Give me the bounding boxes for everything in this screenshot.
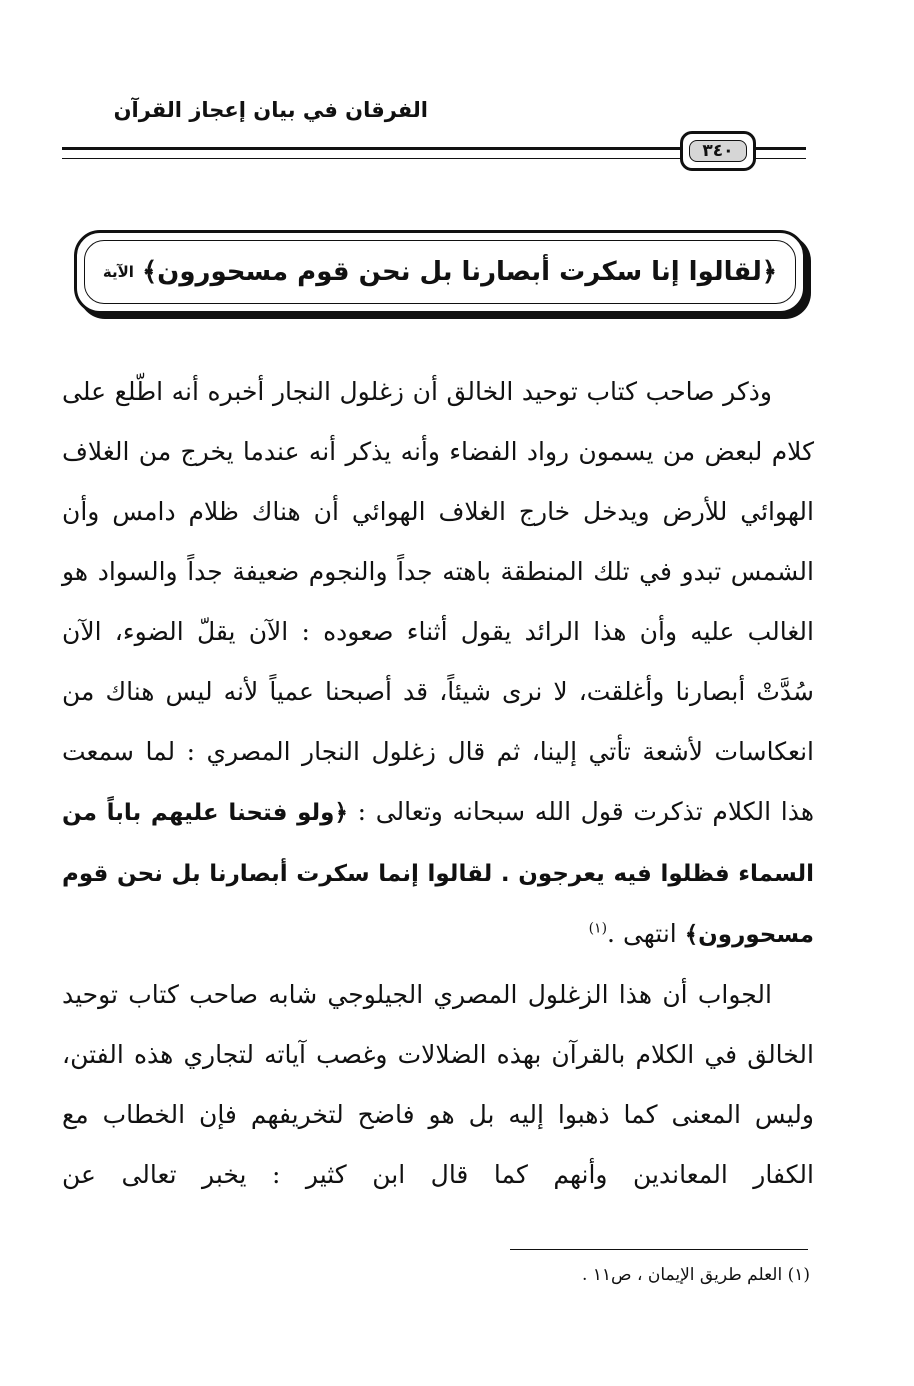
header-rule-right-top xyxy=(754,147,806,150)
footnote-reference: (١) xyxy=(588,920,608,937)
section-title: ﴿لقالوا إنا سكرت أبصارنا بل نحن قوم مسحورون﴾ xyxy=(141,257,778,287)
header-rule-right-bottom xyxy=(754,158,806,159)
paragraph-2 xyxy=(62,965,814,1205)
paragraph-1 xyxy=(62,362,814,965)
section-title-frame xyxy=(74,230,806,314)
header-rule-left-top xyxy=(62,147,682,150)
page-number-badge xyxy=(680,131,756,171)
paragraph-1-text: وذكر صاحب كتاب توحيد الخالق أن زغلول النجار أخبره أنه اطّلع على كلام لبعض من يسمون رواد الفضاء وأنه يذكر أنه عندما يخرج من الغلاف الهوائي للأرض ويدخل خارج الغلاف الهوائي أن هناك ظلام دامس وأن الشمس تبدو في تلك المنطقة باهته جداً والنجوم ضعيفة جداً والسواد هو الغالب عليه وأن هذا الرائد يقول أثناء صعوده : الآن يقلّ الضوء، الآن سُدَّتْ أبصارنا وأغلقت، لا نرى شيئاً، قد أصبحنا عمياً لأنه ليس هناك من انعكاسات لأشعة تأتي إلينا، ثم قال زغلول النجار المصري : لما سمعت هذا الكلام تذكرت قول الله سبحانه وتعالى : xyxy=(62,377,815,826)
footnote: (١) العلم طريق الإيمان ، ص١١ . xyxy=(581,1265,810,1285)
section-title-inner xyxy=(84,240,796,304)
section-title-suffix: الآية xyxy=(102,263,134,281)
page-number: ٣٤٠ xyxy=(689,140,747,162)
header-rule-left-bottom xyxy=(62,158,682,159)
paragraph-1-tail: انتهى . xyxy=(607,919,677,948)
footnote-separator xyxy=(510,1249,808,1250)
running-title: الفرقان في بيان إعجاز القرآن xyxy=(113,98,428,122)
body-text xyxy=(62,362,814,1205)
paragraph-2-text: الجواب أن هذا الزغلول المصري الجيلوجي شابه صاحب كتاب توحيد الخالق في الكلام بالقرآن بهذه الضلالات وغصب آياته لتجاري هذه الفتن، وليس المعنى كما ذهبوا إليه بل هو فاضح لتخريفهم فإن الخطاب مع الكفار المعاندين وأنهم كما قال ابن كثير : يخبر تعالى عن xyxy=(62,980,815,1189)
quran-verse: ﴿ولو فتحنا عليهم باباً من السماء فظلوا فيه يعرجون . لقالوا إنما سكرت أبصارنا بل نحن قوم مسحورون﴾ xyxy=(62,800,814,948)
